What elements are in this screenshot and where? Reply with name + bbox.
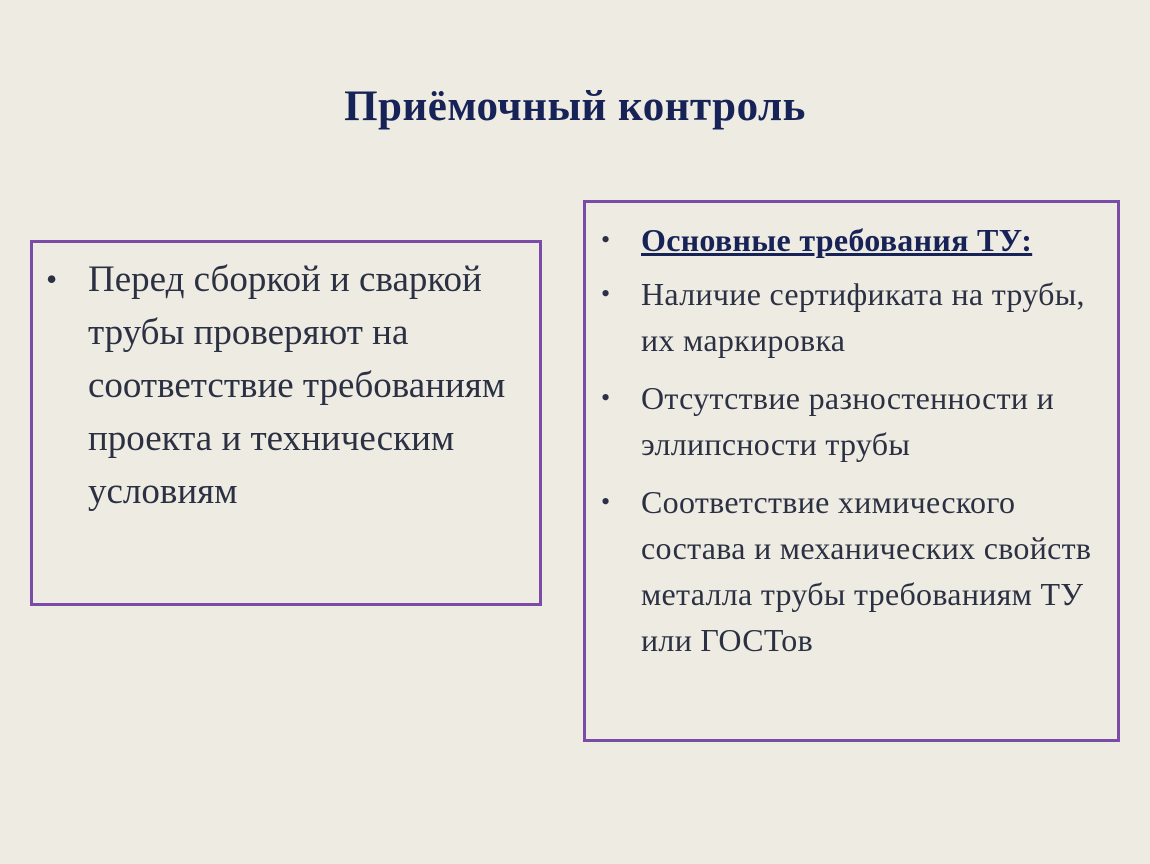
right-text-box	[583, 200, 1120, 742]
list-item-text: Отсутствие разностенности и эллипсности трубы	[641, 380, 1055, 462]
left-text-box	[30, 240, 542, 606]
requirements-heading: Основные требования ТУ:	[641, 222, 1033, 258]
list-heading-item	[598, 217, 1108, 263]
list-item-text: Соответствие химического состава и механических свойств металла трубы требованиям ТУ или ГОСТов	[641, 484, 1092, 658]
left-bullet-list	[43, 253, 543, 518]
bullet-icon: •	[601, 279, 611, 308]
list-item	[598, 271, 1108, 363]
right-bullet-list	[598, 217, 1108, 675]
slide-title: Приёмочный контроль	[344, 83, 806, 130]
bullet-icon: •	[601, 225, 611, 254]
list-item	[598, 479, 1108, 663]
bullet-icon: •	[601, 487, 611, 516]
list-item	[598, 375, 1108, 467]
bullet-icon: •	[46, 261, 58, 297]
list-item-text: Перед сборкой и сваркой трубы проверяют на соответствие требованиям проекта и техническим условиям	[88, 259, 506, 512]
bullet-icon: •	[601, 383, 611, 412]
list-item-text: Наличие сертификата на трубы, их маркировка	[641, 276, 1085, 358]
list-item	[43, 253, 543, 518]
